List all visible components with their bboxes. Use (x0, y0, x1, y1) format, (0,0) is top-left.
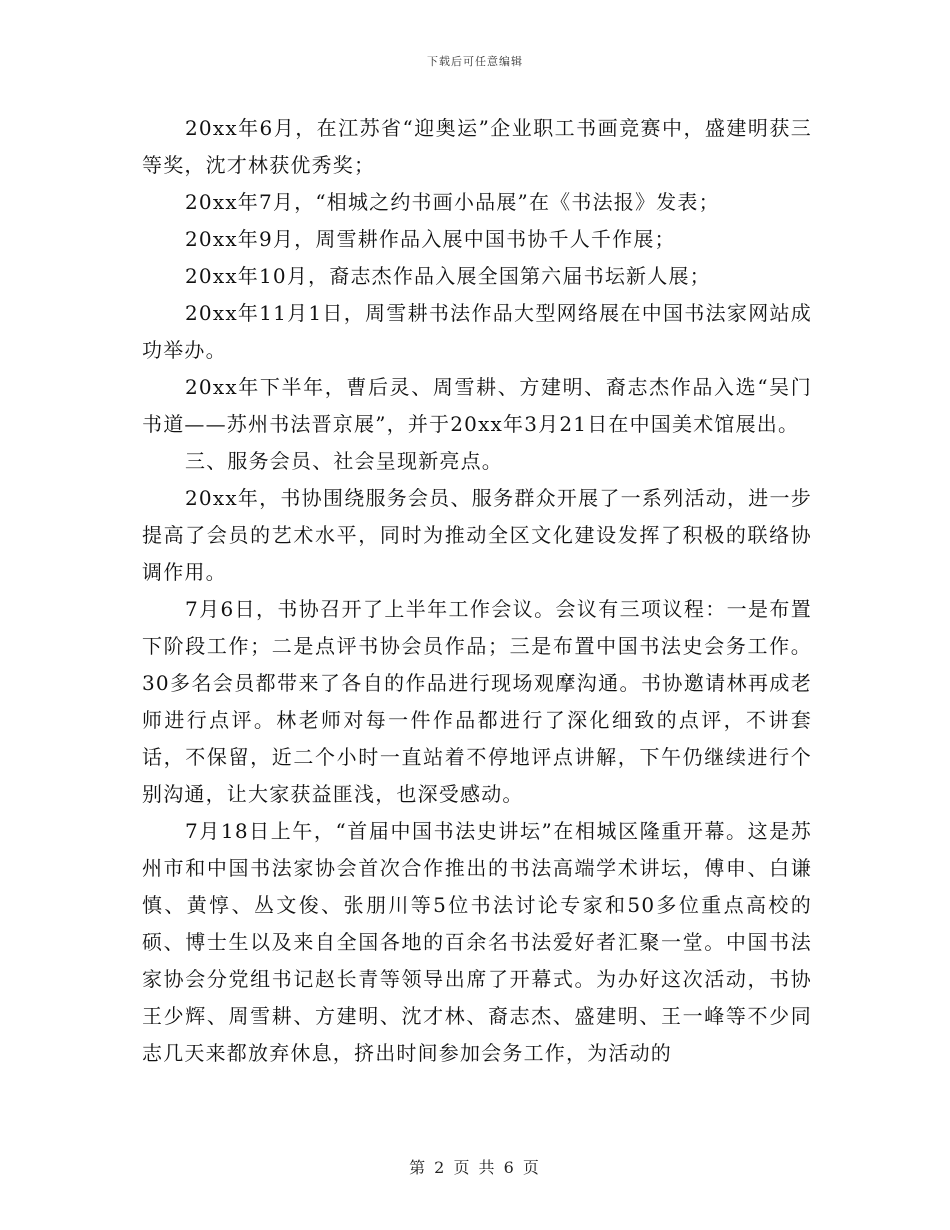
paragraph: 20xx年10月，裔志杰作品入展全国第六届书坛新人展； (185, 264, 711, 288)
section-heading: 三、服务会员、社会呈现新亮点。 (185, 449, 503, 473)
document-body (142, 110, 812, 1072)
paragraph: 20xx年下半年，曹后灵、周雪耕、方建明、裔志杰作品入选“吴门书道——苏州书法晋京展”，并于20xx年3月21日在中国美术馆展出。 (142, 375, 812, 436)
paragraph: 7月6日，书协召开了上半年工作会议。会议有三项议程：一是布置下阶段工作；二是点评书协会员作品；三是布置中国书法史会务工作。30多名会员都带来了各自的作品进行现场观摩沟通。书协邀请林再成老师进行点评。林老师对每一件作品都进行了深化细致的点评，不讲套话，不保留，近二个小时一直站着不停地评点讲解，下午仍继续进行个别沟通，让大家获益匪浅，也深受感动。 (142, 597, 812, 806)
paragraph: 7月18日上午，“首届中国书法史讲坛”在相城区隆重开幕。这是苏州市和中国书法家协会首次合作推出的书法高端学术讲坛，傅申、白谦慎、黄惇、丛文俊、张朋川等5位书法讨论专家和50多位重点高校的硕、博士生以及来自全国各地的百余名书法爱好者汇聚一堂。中国书法家协会分党组书记赵长青等领导出席了开幕式。为办好这次活动，书协王少辉、周雪耕、方建明、沈才林、裔志杰、盛建明、王一峰等不少同志几天来都放弃休息，挤出时间参加会务工作，为活动的 (142, 819, 812, 1065)
page-header: 下载后可任意编辑 (427, 55, 523, 68)
paragraph: 20xx年7月，“相城之约书画小品展”在《书法报》发表； (185, 190, 720, 214)
page-number-footer: 第 2 页 共 6 页 (409, 1158, 541, 1177)
paragraph: 20xx年，书协围绕服务会员、服务群众开展了一系列活动，进一步提高了会员的艺术水平，同时为推动全区文化建设发挥了积极的联络协调作用。 (142, 486, 812, 584)
paragraph: 20xx年11月1日，周雪耕书法作品大型网络展在中国书法家网站成功举办。 (142, 301, 812, 362)
paragraph: 20xx年9月，周雪耕作品入展中国书协千人千作展； (185, 227, 676, 251)
paragraph: 20xx年6月，在江苏省“迎奥运”企业职工书画竞赛中，盛建明获三等奖，沈才林获优秀奖； (142, 116, 812, 177)
